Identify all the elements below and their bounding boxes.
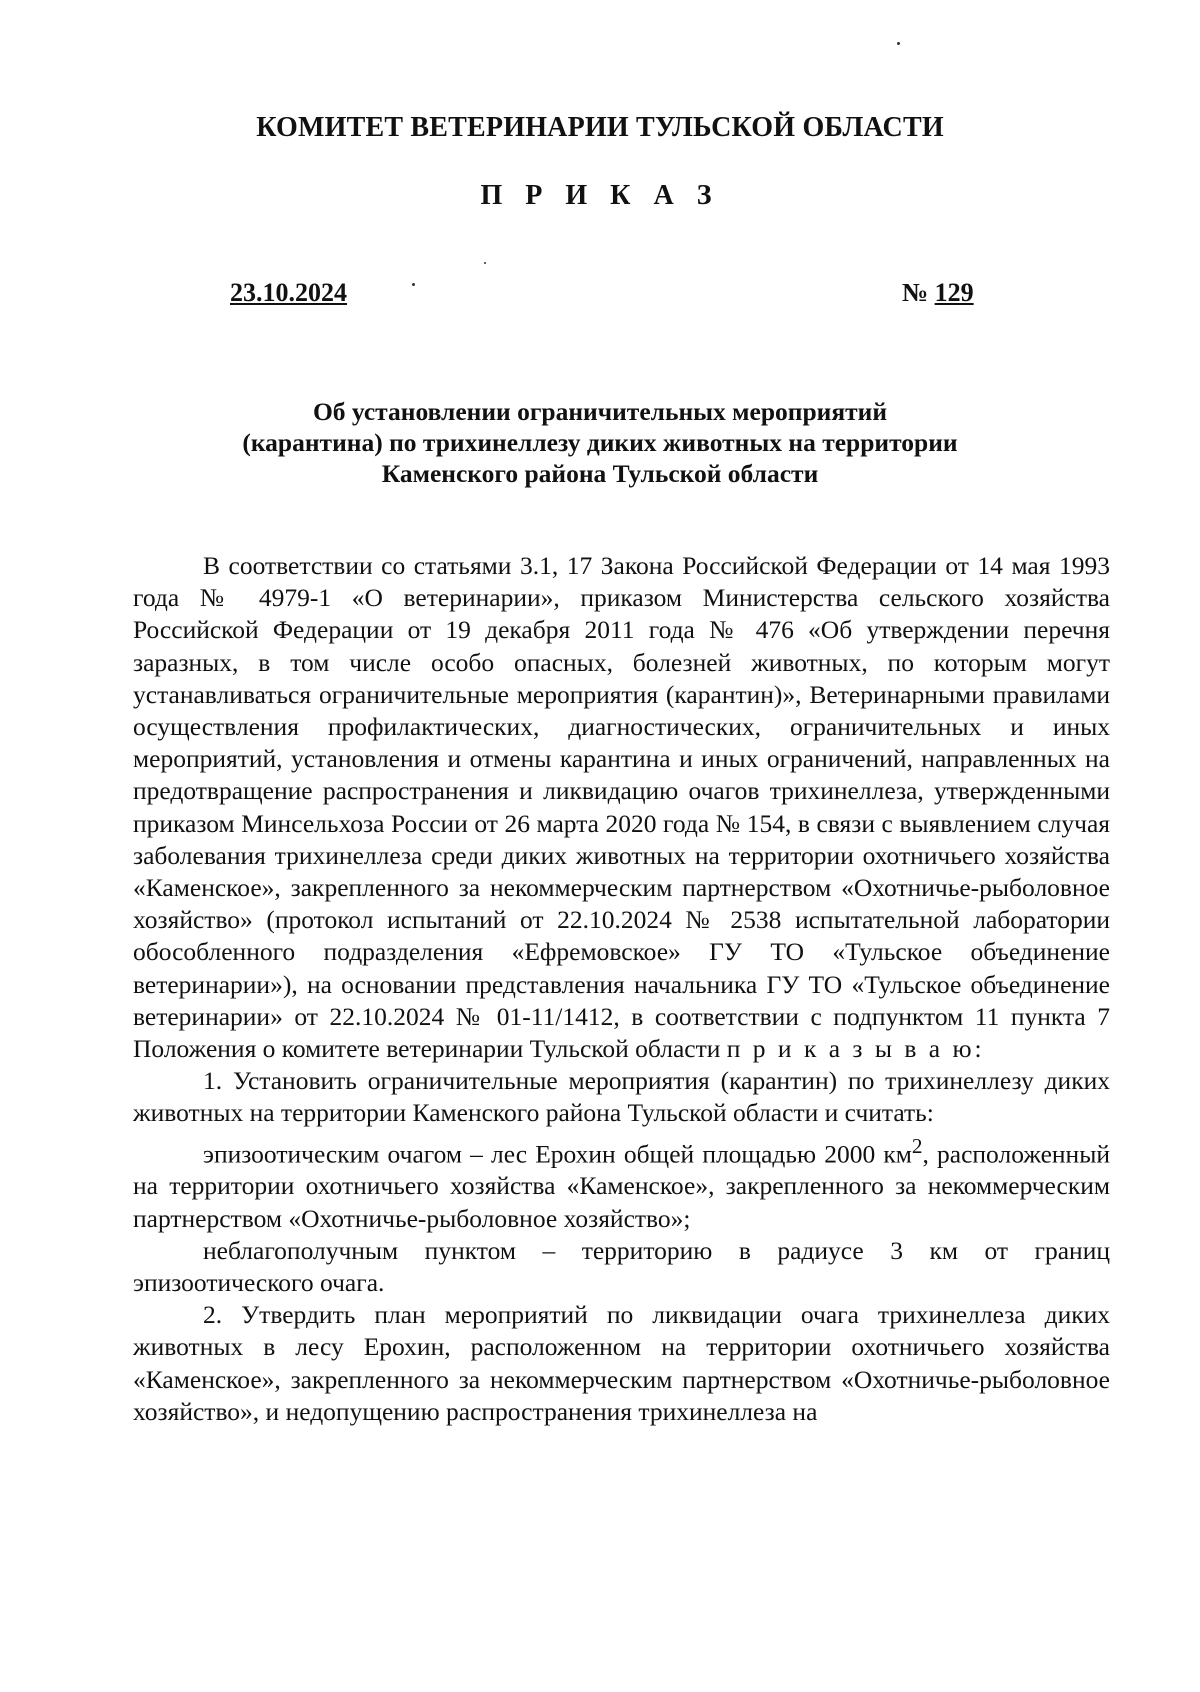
order-subject [200,396,1000,489]
item-1-focus-paragraph [133,1130,1110,1235]
order-number-prefix: № [902,278,935,307]
item-1-focus-superscript: 2 [911,1133,923,1158]
scan-speck [412,283,415,286]
organization-title: КОМИТЕТ ВЕТЕРИНАРИИ ТУЛЬСКОЙ ОБЛАСТИ [256,112,944,143]
document-type-heading: П Р И К А З [480,180,720,211]
item-1-focus-text: эпизоотическим очагом – лес Ерохин общей площадью 2000 км [203,1139,912,1169]
item-1-unfavorable-paragraph: неблагополучным пунктом – территорию в радиусе 3 км от границ эпизоотического очага. [133,1235,1110,1297]
order-number-value: 129 [934,278,974,307]
scan-speck [897,42,900,45]
item-2-paragraph: 2. Утвердить план мероприятий по ликвидации очага трихинеллеза диких животных в лесу Ерохин, расположенном на территории охотничьего хозяйства «Каменское», закрепленного за некоммерческим партнерством «Охотничье-рыболовное хозяйство», и недопущению распространения трихинеллеза на [133,1300,1110,1426]
item-1-focus-text-end: , расположенный на территории охотничьего хозяйства «Каменское», закрепленного за некоммерческим партнерством «Охотничье-рыболовное хозяйство»; [133,1139,1110,1233]
item-1-paragraph: 1. Установить ограничительные мероприятия (карантин) по трихинеллезу диких животных на территории Каменского района Тульской области и считать: [133,1066,1110,1128]
subject-line-2: (карантина) по трихинеллезу диких животных на территории [242,428,958,457]
order-body [133,550,1110,1428]
order-date: 23.10.2024 [230,278,347,307]
subject-line-1: Об установлении ограничительных мероприятий [312,397,888,426]
subject-line-3: Каменского района Тульской области [381,459,819,488]
order-number [902,278,974,308]
preamble-text: В соответствии со статьями 3.1, 17 Закона Российской Федерации от 14 мая 1993 года № 4979-1 «О ветеринарии», приказом Министерства сельского хозяйства Российской Федерации от 19 декабря 2011 года № 476 «Об утверждении перечня заразных, в том числе особо опасных, болезней животных, по которым могут устанавливаться ограничительные мероприятия (карантин)», Ветеринарными правилами осуществления профилактических, диагностических, ограничительных и иных мероприятий, установления и отмены карантина и иных ограничений, направленных на предотвращение распространения и ликвидацию очагов трихинеллеза, утвержденными приказом Минсельхоза России от 26 марта 2020 года № 154, в связи с выявлением случая заболевания трихинеллеза среди диких животных на территории охотничьего хозяйства «Каменское», закрепленного за некоммерческим партнерством «Охотничье-рыболовное хозяйство» (протокол испытаний от 22.10.2024 № 2538 испытательной лаборатории обособленного подразделения «Ефремовское» ГУ ТО «Тульское объединение ветеринарии»), на основании представления начальника ГУ ТО «Тульское объединение ветеринарии» от 22.10.2024 № 01-11/1412, в соответствии с подпунктом 11 пункта 7 Положения о комитете ветеринарии Тульской области [133,551,1110,1064]
preamble-paragraph [133,550,1110,1065]
order-word: п р и к а з ы в а ю: [726,1034,985,1064]
scan-speck [484,262,486,264]
